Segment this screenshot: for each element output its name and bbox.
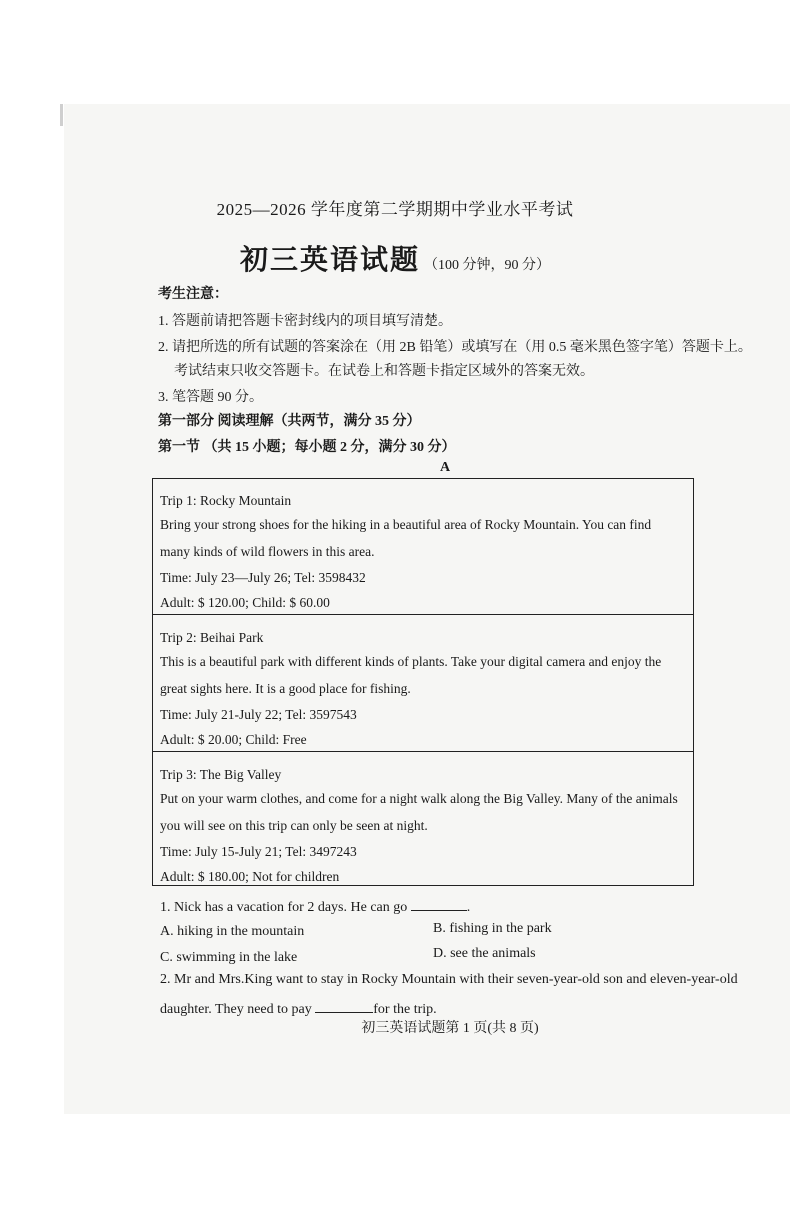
question-1-end: .: [466, 900, 471, 915]
part1-heading: 第一部分 阅读理解（共两节，满分 35 分）: [158, 414, 421, 429]
trip-1-time: Time: July 23—July 26; Tel: 3598432: [160, 570, 366, 585]
trip-3-desc-1: Put on your warm clothes, and come for a night walk along the Big Valley. Many of the animals: [160, 791, 678, 806]
question-2-stem: daughter. They need to pay: [160, 1002, 312, 1017]
trip-2-time: Time: July 21-July 22; Tel: 3597543: [160, 707, 357, 722]
page-edge-shadow: [60, 104, 63, 126]
passage-label: A: [439, 460, 451, 475]
question-2-line-2: [160, 1000, 437, 1018]
trip-2-desc-1: This is a beautiful park with different kinds of plants. Take your digital camera and enjoy the: [160, 654, 662, 669]
subject-line: [0, 238, 790, 278]
notice-heading: 考生注意：: [158, 287, 228, 302]
question-1: [160, 898, 470, 916]
question-1-stem: 1. Nick has a vacation for 2 days. He can go: [160, 900, 408, 915]
subject-title: 初三英语试题: [239, 245, 420, 276]
trip-cell-3: [153, 751, 693, 885]
section1-heading: 第一节 （共 15 小题；每小题 2 分，满分 30 分）: [158, 440, 456, 455]
trip-3-desc-2: you will see on this trip can only be seen at night.: [160, 818, 428, 833]
trip-3-name: Trip 3: The Big Valley: [160, 767, 282, 782]
notice-item-1: 1. 答题前请把答题卡密封线内的项目填写清楚。: [158, 314, 452, 329]
question-2-line-1: 2. Mr and Mrs.King want to stay in Rocky Mountain with their seven-year-old son and eleven-year-old: [160, 972, 738, 987]
subject-time-score: （100 分钟，90 分）: [424, 258, 550, 273]
answer-blank: [315, 1000, 373, 1013]
trip-3-time: Time: July 15-July 21; Tel: 3497243: [160, 844, 357, 859]
trip-1-name: Trip 1: Rocky Mountain: [160, 493, 292, 508]
trip-table: [152, 478, 694, 886]
trip-3-price: Adult: $ 180.00; Not for children: [160, 869, 340, 884]
notice-item-2-cont: 考试结束只收交答题卡。在试卷上和答题卡指定区域外的答案无效。: [174, 364, 594, 379]
trip-cell-1: [153, 479, 693, 614]
notice-item-3: 3. 笔答题 90 分。: [158, 390, 263, 405]
trip-cell-2: [153, 614, 693, 751]
notice-item-2: 2. 请把所选的所有试题的答案涂在（用 2B 铅笔）或填写在（用 0.5 毫米黑色签字笔）答题卡上。: [158, 340, 752, 355]
trip-2-name: Trip 2: Beihai Park: [160, 630, 264, 645]
question-2-end: for the trip.: [373, 1002, 437, 1017]
option-1c: C. swimming in the lake: [160, 950, 298, 965]
exam-title: 2025—2026 学年度第二学期期中学业水平考试: [216, 200, 574, 219]
option-1a: A. hiking in the mountain: [160, 924, 305, 939]
trip-2-desc-2: great sights here. It is a good place for fishing.: [160, 681, 411, 696]
answer-blank: [411, 898, 467, 911]
trip-1-desc-1: Bring your strong shoes for the hiking in a beautiful area of Rocky Mountain. You can find: [160, 517, 652, 532]
trip-2-price: Adult: $ 20.00; Child: Free: [160, 732, 307, 747]
option-1b: B. fishing in the park: [433, 921, 552, 936]
trip-1-desc-2: many kinds of wild flowers in this area.: [160, 544, 375, 559]
option-1d: D. see the animals: [433, 946, 536, 961]
trip-1-price: Adult: $ 120.00; Child: $ 60.00: [160, 595, 330, 610]
page-footer: 初三英语试题第 1 页(共 8 页): [361, 1021, 539, 1036]
